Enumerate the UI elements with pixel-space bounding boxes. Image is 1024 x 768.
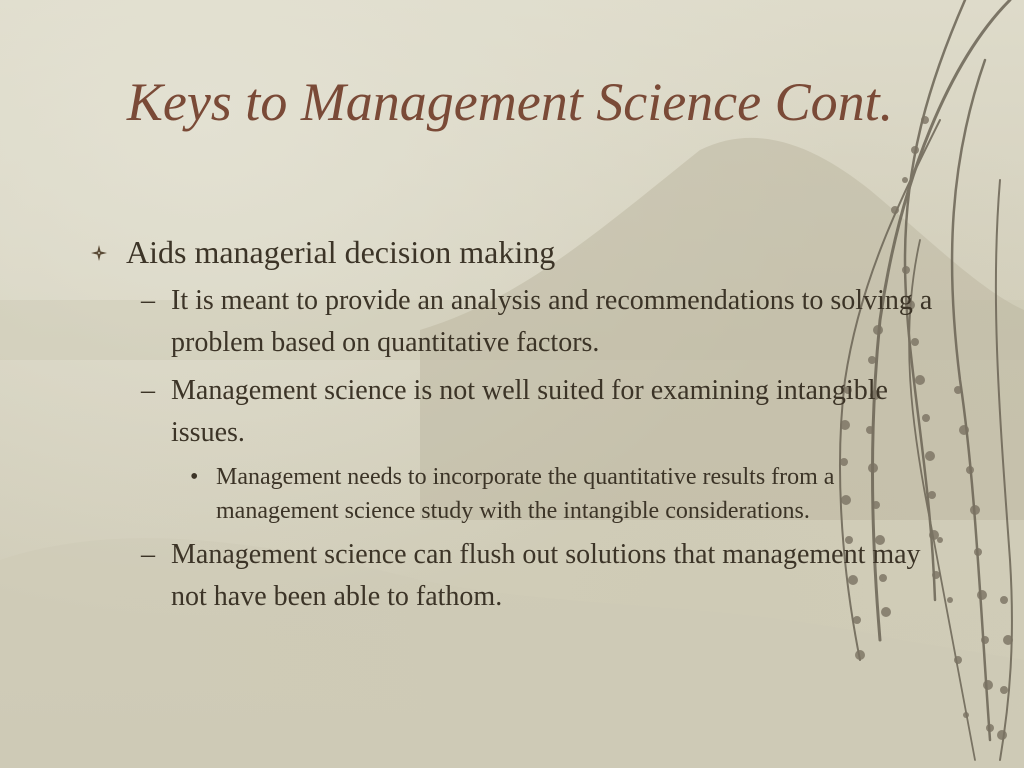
sub-bullet-item-1 xyxy=(141,280,938,364)
dot-bullet-icon: • xyxy=(190,464,199,490)
sub-bullet-text-1: It is meant to provide an analysis and recommendations to solving a problem based on quantitative factors. xyxy=(171,285,933,358)
sub-sub-bullet-item xyxy=(190,460,938,528)
sub-bullet-text-3: Management science can flush out solutions that management may not have been able to fathom. xyxy=(171,539,921,612)
sub-bullet-text-2: Management science is not well suited for examining intangible issues. xyxy=(171,375,888,448)
slide-content xyxy=(88,232,938,624)
main-bullet-text: Aids managerial decision making xyxy=(126,234,556,270)
dash-bullet-icon: – xyxy=(141,285,155,316)
sub-sub-bullet-text: Management needs to incorporate the quantitative results from a management science study with the intangible considerations. xyxy=(216,464,835,524)
dash-bullet-icon: – xyxy=(141,539,155,570)
sub-bullet-item-2 xyxy=(141,370,938,454)
slide-title: Keys to Management Science Cont. xyxy=(126,72,894,132)
dash-bullet-icon: – xyxy=(141,375,155,406)
sub-bullet-item-3 xyxy=(141,534,938,618)
diamond-bullet-icon xyxy=(88,244,110,262)
main-bullet-item xyxy=(88,232,938,272)
